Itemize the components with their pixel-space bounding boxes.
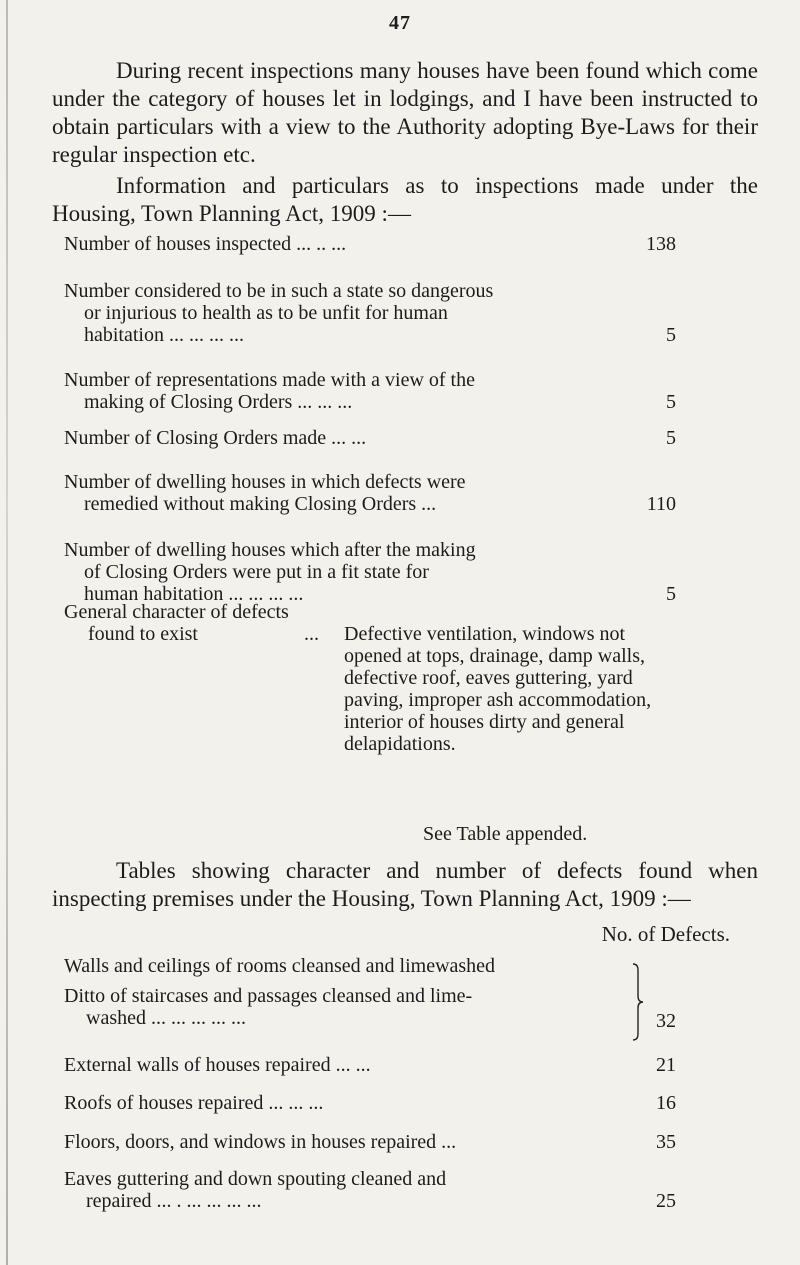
stat-value-houses-inspected: 138 — [646, 233, 676, 255]
defects-table-header: No. of Defects. — [601, 922, 730, 946]
table-row-walls-ceilings: Walls and ceilings of rooms cleansed and limewashed — [64, 955, 496, 977]
table-value-floors-doors-windows: 35 — [656, 1131, 676, 1153]
defects-dots: ... — [304, 623, 319, 645]
table-row-eaves-guttering: Eaves guttering and down spouting cleaned and repaired ... . ... ... ... ... — [64, 1168, 447, 1212]
defects-label: General character of defects found to exist — [64, 601, 289, 645]
stat-value-closing-orders: 5 — [666, 427, 676, 449]
see-table-note: See Table appended. — [423, 823, 588, 845]
stat-label-houses-inspected: Number of houses inspected ... .. ... — [64, 233, 347, 255]
table-value-limewashed: 32 — [656, 1010, 676, 1032]
table-value-external-walls: 21 — [656, 1054, 676, 1076]
table-row-staircases: Ditto of staircases and passages cleansed and lime- washed ... ... ... ... ... — [64, 985, 473, 1029]
stat-label-made-fit: Number of dwelling houses which after the making of Closing Orders were put in a fit state for human habitation ... ... ... ... — [64, 539, 476, 605]
table-row-external-walls: External walls of houses repaired ... ... — [64, 1054, 371, 1076]
stat-value-representations: 5 — [666, 391, 676, 413]
intro-paragraph: During recent inspections many houses have been found which come under the category of houses let in lodgings, and I have been instructed to obtain particulars with a view to the Authority adopting Bye-Laws for their regular inspection etc. — [52, 58, 758, 167]
info-paragraph: Information and particulars as to inspections made under the Housing, Town Planning Act, 1909 :— — [52, 173, 758, 226]
table-value-eaves-guttering: 25 — [656, 1190, 676, 1212]
page-edge — [6, 0, 8, 1265]
stat-value-made-fit: 5 — [666, 583, 676, 605]
stat-label-representations: Number of representations made with a view of the making of Closing Orders ... ... ... — [64, 369, 475, 413]
stat-label-closing-orders: Number of Closing Orders made ... ... — [64, 427, 367, 449]
table-row-roofs: Roofs of houses repaired ... ... ... — [64, 1092, 324, 1114]
defects-description: Defective ventilation, windows not opened at tops, drainage, damp walls, defective roof, eaves guttering, yard paving, improper ash accommodation, interior of houses dirty and general delapidations. — [344, 623, 652, 755]
stat-label-unfit-houses: Number considered to be in such a state so dangerous or injurious to health as to be unfit for human habitation ... ... ... ... — [64, 280, 494, 346]
table-row-floors-doors-windows: Floors, doors, and windows in houses repaired ... — [64, 1131, 457, 1153]
page-number: 47 — [389, 12, 411, 34]
stat-value-unfit-houses: 5 — [666, 324, 676, 346]
table-value-roofs: 16 — [656, 1092, 676, 1114]
stat-label-defects-remedied: Number of dwelling houses in which defects were remedied without making Closing Orders ... — [64, 471, 466, 515]
stat-value-defects-remedied: 110 — [646, 493, 676, 515]
tables-paragraph: Tables showing character and number of defects found when inspecting premises under the Housing, Town Planning Act, 1909 :— — [52, 858, 758, 911]
